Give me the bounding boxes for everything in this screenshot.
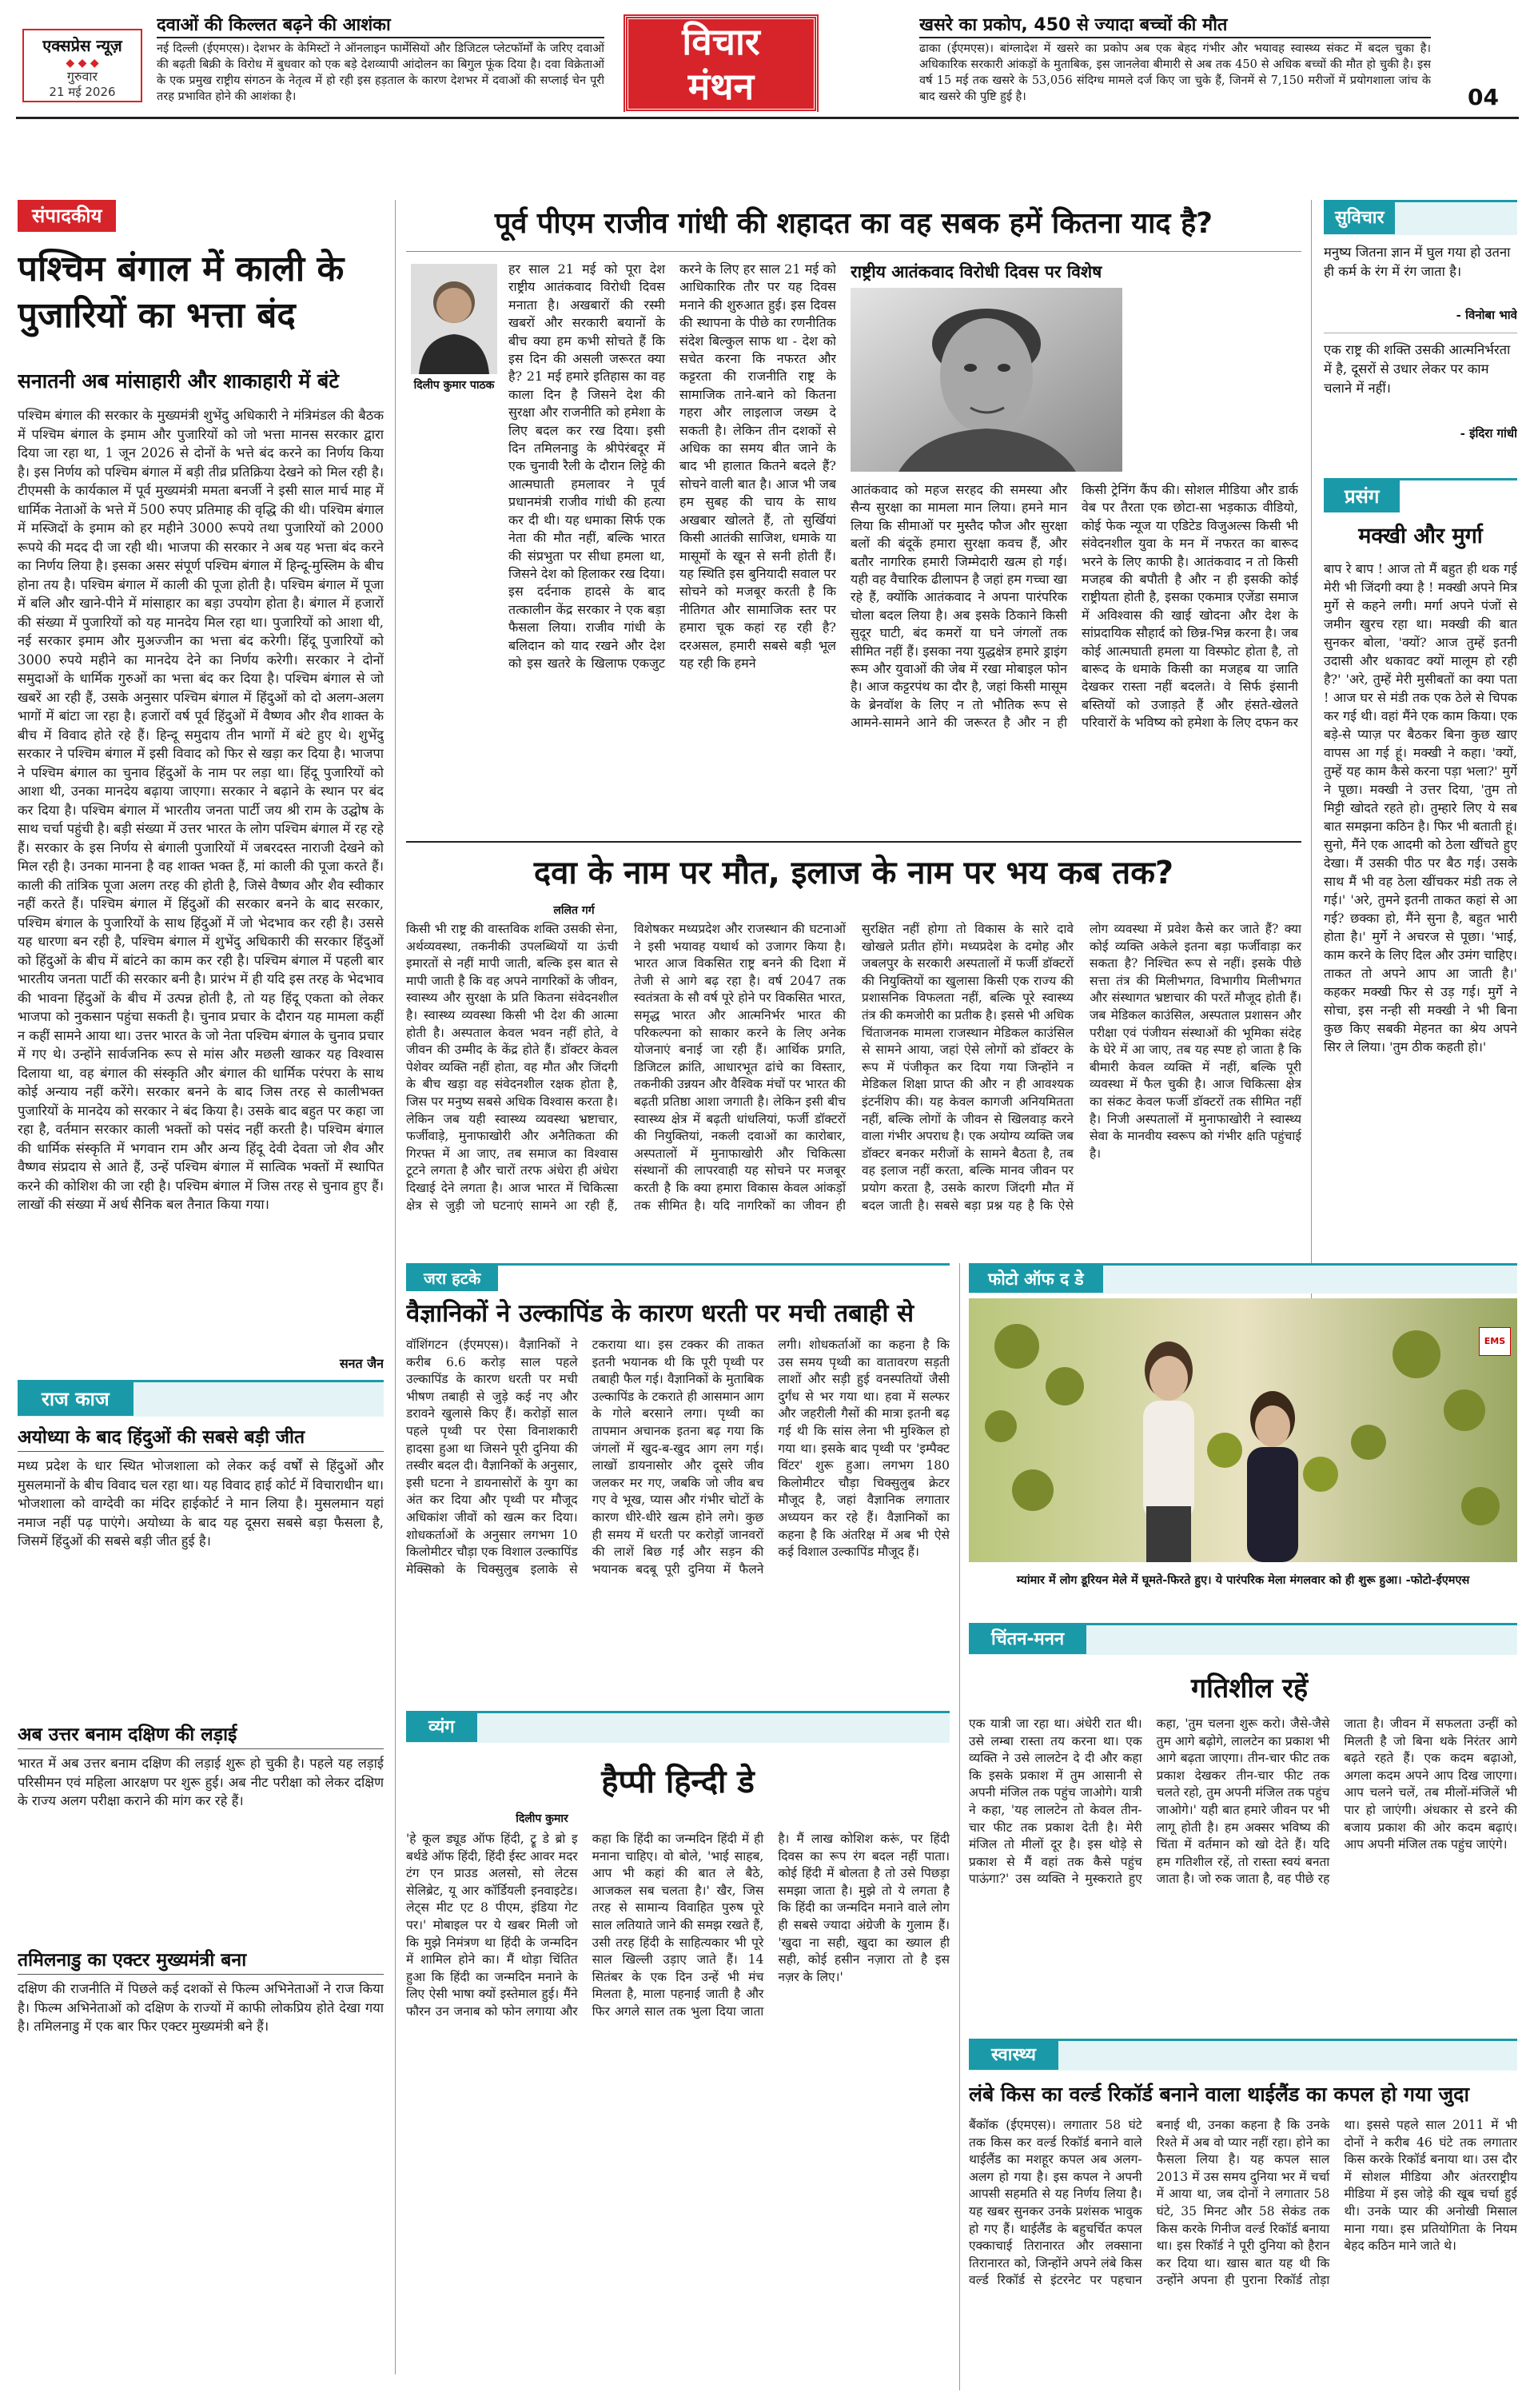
swasthya-tag-bar [969,2039,1517,2071]
vyang-headline: हैप्पी हिन्दी डे [601,1764,755,1800]
masthead [0,0,1534,112]
issue-date: 21 मई 2026 [49,85,116,99]
rajiv-gandhi-photo [851,288,1122,472]
editorial-body: पश्चिम बंगाल की सरकार के मुख्यमंत्री शुभेंदु अधिकारी ने मंत्रिमंडल की बैठक में पश्चिम बंगाल के इमाम और पुजारियों को जो भत्ता मानस सरकार द्वारा दिया जा रहा था, 1 जून 2026 से दोनों के भत्ते बंद करने का निर्णय किया है। इस निर्णय को पश्चिम बंगाल में बड़ी तीव्र प्रतिक्रिया देखने को मिल रही है। टीएमसी के कार्यकाल में पूर्व मुख्यमंत्री ममता बनर्जी ने इसी साल मार्च माह में धार्मिक नेताओं के भत्ते में 500 रुपए प्रतिमाह की वृद्धि की थी। पश्चिम बंगाल में मस्जिदों के इमाम को हर महीने 3000 रूपये तथा पुजारियों को 2000 रूपये की मदद दी जा रही थी। भाजपा की सरकार ने अब यह भत्ता बंद करने का निर्णय लिया है। इसका असर संपूर्ण पश्चिम बंगाल में हिन्दू-मुस्लिम के बीच होना तय है। पश्चिम बंगाल में काली की पूजा होती है। पश्चिम बंगाल में पूजा में बलि और खाने-पीने में मांसाहार का बड़ा उपयोग होता है। बंगाल में हजारों की संख्या में पुजारियों को यह मानदेय मिल रहा था। पुजारियों को आशा थी, नई सरकार इमाम और मुअज्जीन का भत्ता बंद करेगी। हिंदू पुजारियों को 3000 रुपये महीने का मानदेय देने का निर्णय करेगी। सरकार ने दोनों समुदाओं के धार्मिक गुरुओं का भत्ता बंद कर दिया है। पश्चिम बंगाल से जो खबरें आ रही हैं, उसके अनुसार पश्चिम बंगाल में हिंदुओं को दो अलग-अलग भागों में बांटा जा रहा है। हजारों वर्ष पूर्व हिंदुओं में वैष्णव और शैव शाक्त के बीच में विवाद होते रहे हैं। हिन्दू समुदाय तीन भागों में बंटे हुए थे। शुभेंदु सरकार ने पश्चिम बंगाल में इसी विवाद को फिर से खड़ा कर दिया है। भाजपा ने पश्चिम बंगाल का चुनाव हिंदुओं के नाम पर लड़ा था। हिंदू पुजारियों को आशा थी, उनका मानदेय बढ़ाया जाएगा। सरकार ने बढ़ाने के स्थान पर बंद कर दिया है। पश्चिम बंगाल में भारतीय जनता पार्टी जय श्री राम के उद्घोष के साथ चर्चा पहुंची है। बड़ी संख्या में उत्तर भारत के लोग पश्चिम बंगाल में रह रहे हैं। सरकार के इस निर्णय से बंगाली पुजारियों में जबरदस्त नाराजी देखने को मिल रही है। उनका मानना है वह शाक्त भक्त हैं, मां काली की पूजा करते हैं। काली की तांत्रिक पूजा अलग तरह की होती है, जिसे वैष्णव और शैव स्वीकार नहीं करते हैं। पश्चिम बंगाल में हिंदुओं की सरकार बनने के बाद सरकार, पश्चिम बंगाल के पुजारियों के साथ हिंदुओं में जो भेदभाव कर रही है। उससे यह धारणा बन रही है, पश्चिम बंगाल में शुभेंदु अधिकारी की सरकार हिंदुओं को हिंदुओं के बीच में बांटने का काम कर रही है। पश्चिम बंगाल में पहली बार भारतीय जनता पार्टी की सरकार बनी है। प्रारंभ में ही यदि इस तरह के भेदभाव की भावना हिंदुओं के बीच में उत्पन्न होती है, तो यह हिंदू एकता को लेकर भाजपा को नुकसान पहुंचा सकती है। चुनाव प्रचार के दौरान यह मामला कहीं न कहीं सामने आया था। उत्तर भारत के जो नेता पश्चिम बंगाल के चुनाव प्रचार में गए थे। उन्होंने सार्वजनिक रूप से मांस और मछली खाकर यह विश्वास दिलाया था, वह बंगाल की संस्कृति और बंगाल की धार्मिक परंपरा के साथ कोई अन्याय नहीं करेंगे। सरकार बनने के बाद जिस तरह से कालीभक्त पुजारियों के मानदेय को सरकार ने बंद किया है। उसके बाद बहुत पर कहा जा रहा है, वर्तमान सरकार काली भक्तों को पसंद नहीं करती है। पश्चिम बंगाल की धार्मिक संस्कृति में भगवान राम और अन्य हिंदू देवी देवता जो शैव और वैष्णव संप्रदाय से आते हैं, उन्हें पश्चिम बंगाल में सात्विक भक्तों में स्थापित करने की कोशिश की जा रही है। पश्चिम बंगाल में जिस तरह से चुनाव हुए हैं। लाखों की संख्या में अर्ध सैनिक बल तैनात किया गया। [18,408,384,1212]
left-news-title: दवाओं की किल्लत बढ़ने की आशंका [157,14,604,38]
lead-headline: पूर्व पीएम राजीव गांधी की शहादत का वह सबक हमें कितना याद है? [494,207,1213,240]
photo-of-day-tag-label: फोटो ऑफ द डे [969,1266,1103,1293]
suvichar-section [1324,200,1517,464]
lead-photo-caption: राष्ट्रीय आतंकवाद विरोधी दिवस पर विशेष [851,262,1102,281]
column-divider-1 [395,200,396,2374]
jara-hatke-body: वॉशिंगटन (ईएमएस)। वैज्ञानिकों ने करीब 6.6 करोड़ साल पहले उल्कापिंड के कारण धरती पर मची भीषण तबाही से जुड़े कई नए और डरावने खुलासे किए हैं। करोड़ों साल पहले पृथ्वी पर ऐसा विनाशकारी हादसा हुआ था जिसने पूरी दुनिया की तस्वीर बदल दी। वैज्ञानिकों के अनुसार, इसी घटना ने डायनासोरों के युग का अंत कर दिया और पृथ्वी पर मौजूद अधिकांश जीवों को खत्म कर दिया। शोधकर्ताओं के अनुसार लगभग 10 किलोमीटर चौड़ा एक विशाल उल्कापिंड मेक्सिको के चिक्सुलुब इलाके से टकराया था। इस टक्कर की ताकत इतनी भयानक थी कि पूरी पृथ्वी पर तबाही फैल गई। वैज्ञानिकों के मुताबिक उल्कापिंड के टकराते ही आसमान आग के गोले बरसाने लगा। पृथ्वी का तापमान अचानक इतना बढ़ गया कि जंगलों में खुद-ब-खुद आग लग गई। लाखों डायनासोर और दूसरे जीव जलकर मर गए, जबकि जो जीव बच गए वे भूख, प्यास और गंभीर चोटों के कारण धीरे-धीरे खत्म होने लगे। कुछ ही समय में धरती पर करोड़ों जानवरों की लाशें बिछ गईं और सड़न की भयानक बदबू पूरी दुनिया में फैलने लगी। शोधकर्ताओं का कहना है कि उस समय पृथ्वी का वातावरण सड़ती लाशों और सड़ी हुई वनस्पतियों जैसी दुर्गंध से भर गया था। हवा में सल्फर और जहरीली गैसों की मात्रा इतनी बढ़ गई थी कि सांस लेना भी मुश्किल हो गया था। इसके बाद पृथ्वी पर 'इम्पैक्ट विंटर' शुरू हुआ। लगभग 180 किलोमीटर चौड़ा चिक्सुलुब क्रेटर मौजूद है, जहां वैज्ञानिक लगातार अध्ययन कर रहे हैं। वैज्ञानिकों का कहना है कि अंतरिक्ष में अब भी ऐसे कई विशाल उल्कापिंड मौजूद हैं। [406,1338,950,1577]
jara-hatke-headline: वैज्ञानिकों ने उल्कापिंड के कारण धरती पर मची तबाही से [406,1299,914,1328]
editorial-tag [18,200,145,232]
chintan-tag-bar [969,1623,1517,1655]
editorial-section [18,200,384,1375]
dawa-author: ललित गर्ग [553,904,595,917]
right-news-title: खसरे का प्रकोप, 450 से ज्यादा बच्चों की मौत [919,14,1431,38]
suvichar-tag-bar [1324,200,1517,235]
chintan-body: एक यात्री जा रहा था। अंधेरी रात थी। उसे लम्बा रास्ता तय करना था। एक व्यक्ति ने उसे लालटेन दे दी और कहा कि इसके प्रकाश में तुम आसानी से अपनी मंजिल तक पहुंच जाओगे। यात्री ने कहा, 'यह लालटेन तो केवल तीन-चार फीट तक प्रकाश देती है। मेरी मंजिल तो मीलों दूर है। इस थोड़े से प्रकाश से मैं वहां तक कैसे पहुंच पाऊंगा?' उस व्यक्ति ने मुस्कराते हुए कहा, 'तुम चलना शुरू करो। जैसे-जैसे तुम आगे बढ़ोगे, लालटेन का प्रकाश भी आगे बढ़ता जाएगा। तीन-चार फीट तक प्रकाश देखकर तीन-चार फीट तक चलते रहो, तुम अपनी मंजिल तक पहुंच जाओगे।' यही बात हमारे जीवन पर भी लागू होती है। हम अक्सर भविष्य की चिंता में वर्तमान को खो देते हैं। यदि हम गतिशील रहें, तो रास्ता स्वयं बनता जाता है। जो रुक जाता है, वह पीछे रह जाता है। जीवन में सफलता उन्हीं को मिलती है जो बिना थके निरंतर आगे बढ़ते रहते हैं। एक कदम बढ़ाओ, अगला कदम अपने आप दिख जाएगा। आप चलने चलें, तब मीलों-मंजिलें भी पार हो जाएंगी। अंधकार से डरने की बजाय प्रकाश की ओर कदम बढ़ाएं। आप अपनी मंजिल तक पहुंच जाएंगे। [969,1716,1517,1887]
durian-fair-photo [969,1298,1517,1562]
dawa-article [406,847,1301,1247]
dawa-body: किसी भी राष्ट्र की वास्तविक शक्ति उसकी सेना, अर्थव्यवस्था, तकनीकी उपलब्धियों या ऊंची इमारतों से नहीं मापी जाती, बल्कि इस बात से मापी जाती है कि वह अपने नागरिकों के जीवन, स्वास्थ्य और सुरक्षा के प्रति कितना संवेदनशील है। स्वास्थ्य व्यवस्था किसी भी देश की आत्मा होती है। अस्पताल केवल भवन नहीं होते, वे जीवन की उम्मीद के केंद्र होते हैं। डॉक्टर केवल पेशेवर व्यक्ति नहीं होता, वह मौत और जिंदगी के बीच खड़ा वह संवेदनशील रक्षक होता है, जिस पर मनुष्य सबसे अधिक विश्वास करता है। लेकिन जब यही स्वास्थ्य व्यवस्था भ्रष्टाचार, फर्जीवाड़े, मुनाफाखोरी और अनैतिकता की गिरफ्त में आ जाए, तब समाज का विश्वास टूटने लगता है और चारों तरफ अंधेरा ही अंधेरा दिखाई देने लगता है। आज भारत में चिकित्सा क्षेत्र से जुड़ी जो घटनाएं सामने आ रही हैं, विशेषकर मध्यप्रदेश और राजस्थान की घटनाओं ने इसी भयावह यथार्थ को उजागर किया है। भारत आज विकसित राष्ट्र बनने की दिशा में तेजी से आगे बढ़ रहा है। वर्ष 2047 तक स्वतंत्रता के सौ वर्ष पूरे होने पर विकसित भारत, समृद्ध भारत और आत्मनिर्भर भारत की परिकल्पना को साकार करने के लिए अनेक योजनाएं बनाई जा रही हैं। आर्थिक प्रगति, डिजिटल क्रांति, आधारभूत ढांचे का विस्तार, तकनीकी उन्नयन और वैश्विक मंचों पर भारत की बढ़ती प्रतिष्ठा आशा जगाती है। लेकिन इसी बीच स्वास्थ्य क्षेत्र में बढ़ती धांधलियां, फर्जी डॉक्टरों की नियुक्तियां, नकली दवाओं का कारोबार, अस्पतालों में मुनाफाखोरी और चिकित्सा संस्थानों की लापरवाही यह सोचने पर मजबूर करती है कि क्या हमारा विकास केवल आंकड़ों तक सीमित है। यदि नागरिकों का जीवन ही सुरक्षित नहीं होगा तो विकास के सारे दावे खोखले प्रतीत होंगे। मध्यप्रदेश के दमोह और जबलपुर के सरकारी अस्पतालों में फर्जी डॉक्टरों की नियुक्तियों का खुलासा किसी एक राज्य की प्रशासनिक विफलता नहीं, बल्कि पूरे स्वास्थ्य तंत्र की कमजोरी का प्रतीक है। इससे भी अधिक चिंताजनक मामला राजस्थान मेडिकल काउंसिल से सामने आया, जहां ऐसे लोगों को डॉक्टर के रूप में पंजीकृत कर दिया गया जिन्होंने न मेडिकल शिक्षा प्राप्त की और न ही आवश्यक इंटर्नशिप की। यह केवल कागजी अनियमितता नहीं, बल्कि लोगों के जीवन से खिलवाड़ करने वाला गंभीर अपराध है। एक अयोग्य व्यक्ति जब डॉक्टर बनकर मरीजों के सामने बैठता है, तब वह इलाज नहीं करता, बल्कि मानव जीवन पर प्रयोग करता है, उसके कारण जिंदगी मौत में बदल जाती है। सबसे बड़ा प्रश्न यह है कि ऐसे लोग व्यवस्था में प्रवेश कैसे कर जाते हैं? क्या कोई व्यक्ति अकेले इतना बड़ा फर्जीवाड़ा कर सकता है? निश्चित रूप से नहीं। इसके पीछे सत्ता तंत्र की मिलीभगत, विभागीय मिलीभगत और संस्थागत भ्रष्टाचार की परतें मौजूद होती हैं। जब मेडिकल काउंसिल, अस्पताल प्रशासन और परीक्षा एवं पंजीयन संस्थाओं की भूमिका संदेह के घेरे में आ जाए, तब यह स्पष्ट हो जाता है कि बीमारी केवल व्यक्ति में नहीं, बल्कि पूरी व्यवस्था में फैल चुकी है। आज चिकित्सा क्षेत्र का संकट केवल फर्जी डॉक्टरों तक सीमित नहीं है। निजी अस्पतालों में मुनाफाखोरी ने स्वास्थ्य सेवा के मानवीय स्वरूप को गंभीर क्षति पहुंचाई है। [406,922,1301,1213]
photo-of-day-caption: म्यांमार में लोग डूरियन मेले में घूमते-फिरते हुए। ये पारंपरिक मेला मंगलवार को ही शुरू हुआ। -फोटो-ईएमएस [1016,1574,1470,1587]
vyang-body: 'हे कूल ड्यूड ऑफ हिंदी, ट्रू डे ब्रो इ बर्थडे ऑफ हिंदी, हिंदी ईस्ट आवर मदर टंग एन प्राउड अलसो, सो लेटस सेलिब्रेट, यू आर कॉर्डियली इनवाइटेड। लेट्स मीट एट 8 पीएम, इंडिया गेट पर।' मोबाइल पर ये खबर मिली जो कि मुझे निमंत्रण था हिंदी के जन्मदिन में शामिल होने का। मैं थोड़ा चिंतित हुआ कि हिंदी का जन्मदिन मनाने के लिए ऐसी भाषा क्यों इस्तेमाल हुई। मैंने फौरन उन जनाब को फोन लगाया और कहा कि हिंदी का जन्मदिन हिंदी में ही मनाना चाहिए। वो बोले, 'भाई साहब, आप भी कहां की बात ले बैठे, आजकल सब चलता है।' खैर, जिस तरह से सामान्य विवाहित पुरुष पूरे साल लतियाते जाने की समझ रखते हैं, उसी तरह हिंदी के साहित्यकार भी पूरे साल खिल्ली उड़ाए जाते हैं। 14 सितंबर के एक दिन उन्हें भी मंच मिलता है, माला पहनाई जाती है और फिर अगले साल तक भुला दिया जाता है। मैं लाख कोशिश करूं, पर हिंदी दिवस का रूप रंग बदल नहीं पाता। कोई हिंदी में बोलता है तो उसे पिछड़ा समझा जाता है। मुझे तो ये लगता है कि हिंदी का जन्मदिन मनाने वाले लोग ही सबसे ज्यादा अंग्रेजी के गुलाम हैं। 'खुदा ना सही, खुदा का ख्याल ही सही, कोई हसीन नज़ारा तो है इस नज़र के लिए।' [406,1832,950,2019]
masthead-rule [16,117,1519,119]
suvichar-author-2: - इंदिरा गांधी [1460,426,1517,441]
suvichar-quote-1: मनुष्य जितना ज्ञान में घुल गया हो उतना ही कर्म के रंग में रंग जाता है। [1324,245,1511,279]
paper-brand-box [22,29,142,102]
jara-hatke-section [406,1263,950,1695]
prasang-section [1324,478,1517,1310]
column-divider-2 [1311,200,1312,1319]
rajkaaj-section [18,1380,384,2395]
jara-hatke-tag-label: जरा हटके [406,1266,498,1291]
rajkaaj-item-3-title: तमिलनाडु का एक्टर मुख्यमंत्री बना [18,1948,384,1975]
editorial-author: सनत जैन [339,1356,384,1371]
masthead-right-news [919,14,1431,109]
swasthya-body: बैंकॉक (ईएमएस)। लगातार 58 घंटे तक किस कर वर्ल्ड रिकॉर्ड बनाने वाले थाईलैंड का मशहूर कपल अब अलग-अलग हो गया है। इस कपल ने अपनी आपसी सहमति से यह निर्णय लिया है। यह खबर सुनकर उनके प्रशंसक भावुक हो गए हैं। थाईलैंड के बहुचर्चित कपल एक्काचाई तिरानारत और लक्साना तिरानारत को, जिन्होंने अपने लंबे किस वर्ल्ड रिकॉर्ड से इंटरनेट पर पहचान बनाई थी, उनका कहना है कि उनके रिश्ते में अब वो प्यार नहीं रहा। होने का फैसला लिया है। यह कपल साल 2013 में उस समय दुनिया भर में चर्चा में आया था, जब दोनों ने लगातार 58 घंटे, 35 मिनट और 58 सेकंड तक किस करके गिनीज वर्ल्ड रिकॉर्ड बनाया था। इस रिकॉर्ड ने पूरी दुनिया को हैरान कर दिया था। खास बात यह थी कि उन्होंने अपना ही पुराना रिकॉर्ड तोड़ा था। इससे पहले साल 2011 में भी दोनों ने करीब 46 घंटे तक लगातार किस करके रिकॉर्ड बनाया था। उस दौर में सोशल मीडिया और अंतरराष्ट्रीय मीडिया में इस जोड़े की खूब चर्चा हुई थी। उनके प्यार की अनोखी मिसाल माना गया। इस प्रतियोगिता के नियम बेहद कठिन माने जाते थे। [969,2118,1517,2288]
chintan-headline: गतिशील रहें [1190,1672,1309,1704]
editorial-subhead: सनातनी अब मांसाहारी और शाकाहारी में बंटे [18,369,339,393]
rajkaaj-item-3-body: दक्षिण की राजनीति में पिछले कई दशकों से फिल्म अभिनेताओं ने राज किया है। फिल्म अभिनेताओं को दक्षिण के राज्यों में काफी लोकप्रिय होते देखा गया है। तमिलनाडु में एक बार फिर एक्टर मुख्यमंत्री बने हैं। [18,1981,384,2034]
dawa-top-rule [406,841,1301,843]
photo-of-day-tag-bar [969,1263,1517,1294]
vyang-tag-label: व्यंग [406,1713,477,1742]
left-news-body: नई दिल्ली (ईएमएस)। देशभर के केमिस्टों ने ऑनलाइन फार्मेसियों और डिजिटल प्लेटफॉर्मों के जरिए दवाओं की बढ़ती बिक्री के विरोध में बुधवार को एक बड़े देशव्यापी आंदोलन का बिगुल फूंक दिया है। दवा विक्रेताओं के एक प्रमुख राष्ट्रीय संगठन के नेतृत्व में हो रही इस हड़ताल के कारण देशभर में दवाओं की सप्लाई चेन पूरी तरह प्रभावित होने की आशंका है। [157,42,604,103]
chintan-section [969,1623,1517,2023]
prasang-headline: मक्खी और मुर्गा [1358,524,1483,548]
logo-line-1: विचार [682,20,760,63]
right-news-body: ढाका (ईएमएस)। बांग्लादेश में खसरे का प्रकोप अब एक बेहद गंभीर और भयावह स्वास्थ्य संकट में बदल चुका है। अधिकारिक सरकारी आंकड़ों के मुताबिक, इस जानलेवा बीमारी से अब तक 450 से अधिक बच्चों की मौत हो चुकी है। इस वर्ष 15 मई तक खसरे के 53,056 संदिग्ध मामले दर्ज किए जा चुके हैं, जिनमें से 7,150 मरीजों में प्रयोगशाला जांच के बाद खसरे की पुष्टि हुई है। [919,42,1431,103]
column-divider-3 [959,1263,960,2390]
vichar-manthan-logo [625,16,817,112]
prasang-tag-bar [1324,478,1517,513]
prasang-tag-label: प्रसंग [1324,480,1400,512]
chintan-tag-label: चिंतन-मनन [969,1625,1086,1654]
swasthya-headline: लंबे किस का वर्ल्ड रिकॉर्ड बनाने वाला थाईलैंड का कपल हो गया जुदा [969,2083,1469,2106]
rajkaaj-item-2-title: अब उत्तर बनाम दक्षिण की लड़ाई [18,1722,384,1749]
dawa-headline: दवा के नाम पर मौत, इलाज के नाम पर भय कब तक? [533,855,1174,891]
swasthya-tag-label: स्वास्थ्य [969,2041,1058,2070]
weekday: गुरुवार [66,69,98,84]
lead-article [406,200,1301,839]
suvichar-author-1: - विनोबा भावे [1456,308,1517,322]
suvichar-quote-2: एक राष्ट्र की शक्ति उसकी आत्मनिर्भरता में है, दूसरों से उधार लेकर पर काम चलाने में नहीं। [1324,342,1511,396]
diamond-ornament-icon: ◆ ◆ ◆ [66,57,99,70]
rajkaaj-item-2-body: भारत में अब उत्तर बनाम दक्षिण की लड़ाई शुरू हो चुकी है। पहले यह लड़ाई परिसीमन एवं महिला आरक्षण पर शुरू हुई। अब नीट परीक्षा को लेकर दक्षिण के राज्य अलग परीक्षा कराने की मांग कर रहे हैं। [18,1756,384,1808]
rajkaaj-item-1-body: मध्य प्रदेश के धार स्थित भोजशाला को लेकर कई वर्षों से हिंदुओं और मुसलमानों के बीच विवाद चल रहा था। यह विवाद हाई कोर्ट में विचाराधीन था। भोजशाला को वाग्देवी का मंदिर हाईकोर्ट ने मान लिया है। मुसलमान यहां नमाज नहीं पढ़ पाएंगे। अयोध्या के बाद यह दूसरा सबसे बड़ा फैसला है, जिसमें हिंदुओं की सबसे बड़ी जीत हुई है। [18,1458,384,1549]
rajkaaj-tag [18,1380,384,1417]
ems-logo-text: EMS [1484,1336,1506,1346]
masthead-left-news [157,14,604,109]
author-photo [411,264,497,374]
lead-body-right: आतंकवाद को महज सरहद की समस्या और सैन्य सुरक्षा का मामला मान लिया। हमने मान लिया कि सीमाओं पर मुस्तैद फौज और सुरक्षा बलों की बंदूकें हमारा सुरक्षा कवच हैं, और बतौर नागरिक हमारी जिम्मेदारी खत्म हो गई। यही वह वैचारिक ढीलापन है जहां हम गच्चा खा रहे हैं, क्योंकि आतंकवाद ने अपना पारंपरिक चोला बदल लिया है। अब इसके ठिकाने किसी सुदूर घाटी, बंद कमरों या घने जंगलों तक सीमित नहीं हैं। इसका नया युद्धक्षेत्र हमारे ड्राइंग रूम और युवाओं की जेब में रखा मोबाइल फोन है। आज कट्टरपंथ का दौर है, जहां किसी मासूम के ब्रेनवॉश के लिए न तो भौतिक रूप से आमने-सामने आने की जरूरत है और न ही किसी ट्रेनिंग कैंप की। सोशल मीडिया और डार्क वेब पर तैरता एक छोटा-सा भड़काऊ वीडियो, कोई फेक न्यूज या एडिटेड विजुअल्स किसी भी संवेदनशील युवा के मन में नफरत का बारूद भरने के लिए काफी है। आतंकवाद न तो किसी मजहब की बपौती है और न ही इसकी कोई राष्ट्रीयता होती है, इसका एकमात्र एजेंडा समाज में अविश्वास की खाई खोदना और देश के सांप्रदायिक सौहार्द को छिन्न-भिन्न करना है। जब कोई आत्मघाती हमला या विस्फोट होता है, तो बारूद के धमाके किसी का मजहब या जाति देखकर रास्ता नहीं बदलते। वे सिर्फ इंसानी बस्तियों को उजाड़ते हैं और हंसते-खेलते परिवारों के भविष्य को हमेशा के लिए दफन कर [851,482,1298,731]
rajkaaj-item-1-title: अयोध्या के बाद हिंदुओं की सबसे बड़ी जीत [18,1425,384,1452]
vyang-section [406,1711,950,2390]
ems-logo [1479,1327,1511,1356]
lead-body-left: हर साल 21 मई को पूरा देश राष्ट्रीय आतंकवाद विरोधी दिवस मनाता है। अखबारों की रस्मी खबरों और सरकारी बयानों के बीच क्या हम कभी सोचते हैं कि इस दिन की असली जरूरत क्या है? 21 मई हमारे इतिहास का वह काला दिन है जिसने देश की सुरक्षा और राजनीति को हमेशा के लिए बदल कर रख दिया। इसी दिन तमिलनाडु के श्रीपेरंबदूर में एक चुनावी रैली के दौरान लिट्टे की आत्मघाती हमलावर ने पूर्व प्रधानमंत्री राजीव गांधी की हत्या कर दी थी। यह धमाका सिर्फ एक नेता की मौत नहीं, बल्कि भारत की संप्रभुता पर सीधा हमला था, जिसने देश को हिलाकर रख दिया। इस दर्दनाक हादसे के बाद तत्कालीन केंद्र सरकार ने एक बड़ा फैसला लिया। राजीव गांधी के बलिदान को याद रखने और देश को इस खतरे के खिलाफ एकजुट करने के लिए हर साल 21 मई को आधिकारिक तौर पर यह दिवस मनाने की शुरुआत हुई। इस दिवस की स्थापना के पीछे का रणनीतिक संदेश बिल्कुल साफ था - देश को सचेत करना कि नफरत और कट्टरता की राजनीति राष्ट्र के सामाजिक ताने-बाने को कितना गहरा और लाइलाज जख्म दे सकती है। लेकिन तीन दशकों से अधिक का समय बीत जाने के बाद भी हालात कितने बदले हैं? सोचने वाली बात है। आज भी जब हम सुबह की चाय के साथ अखबार खोलते हैं, तो सुर्खियां किसी आतंकी साजिश, धमाके या मासूमों के खून से सनी होती हैं। यह स्थिति इस बुनियादी सवाल पर सोचने को मजबूर करती है कि नीतिगत और सामाजिक स्तर पर हमारा चूक कहां रह रही है? दरअसल, हमारी सबसे बड़ी भूल यह रही कि हमने [508,261,836,671]
lead-author-name: दिलीप कुमार पाठक [413,379,495,392]
paper-name: एक्सप्रेस न्यूज़ [42,36,122,55]
editorial-tag-label: संपादकीय [18,200,116,232]
jara-hatke-tag-bar [406,1263,950,1292]
prasang-body: बाप रे बाप ! आज तो मैं बहुत ही थक गई मेरी भी जिंदगी क्या है ! मक्खी अपने मित्र मुर्गे से कहने लगी। मर्गा अपने पंजों से जमीन खुरच रहा था। मक्खी की बात सुनकर बोला, 'क्यों? आज तुम्हें इतनी उदासी और थकावट क्यों मालूम हो रही है?' 'अरे, तुम्हें मेरी मुसीबतों का क्या पता ! आज घर से मंडी तक एक ठेले से चिपक कर गई थी। वहां मैंने एक काम किया। एक बड़े-से प्याज़ पर बैठकर बिना कुछ खाए वापस आ गई हूं। मक्खी ने कहा। 'क्यों, तुम्हें यह काम कैसे करना पड़ा भला?' मुर्गे ने पूछा। मक्खी ने उत्तर दिया, 'तुम तो मिट्टी खोदते रहते हो। तुम्हारे लिए ये सब बात समझना कठिन है। फिर भी बताती हूं। सुनो, मैंने एक आदमी को ठेला खींचते हुए देखा। मैं उसकी पीठ पर बैठ गई। उसके साथ मैं भी वह ठेला खींचकर मंडी तक ले गई।' 'अरे, तुमने इतनी ताकत कहां से आ गई? छक्का हो, मैंने सुना है, बहुत भारी होता है।' मुर्गे ने अचरज से पूछा। 'भाई, काम करने के लिए दिल और उमंग चाहिए। ताकत तो अपने आप आ जाती है।' कहकर मक्खी फिर से उड़ गई। मुर्गे ने सोचा, इस नन्ही सी मक्खी ने भी बिना कुछ किए सबकी मेहनत का श्रेय अपने सिर ले लिया। 'तुम ठीक कहती हो।' [1324,561,1517,1054]
page-number: 04 [1468,84,1499,110]
lead-headline-rule [406,251,1301,252]
rajkaaj-tag-label: राज काज [18,1382,133,1416]
swasthya-section [969,2039,1517,2390]
suvichar-tag-label: सुविचार [1324,202,1395,234]
vyang-tag-bar [406,1711,950,1743]
photo-of-day-section [969,1263,1517,1599]
vyang-author: दिलीप कुमार [516,1812,568,1825]
logo-line-2: मंथन [687,65,755,108]
editorial-headline: पश्चिम बंगाल में काली के पुजारियों का भत्ता बंद [18,249,345,336]
